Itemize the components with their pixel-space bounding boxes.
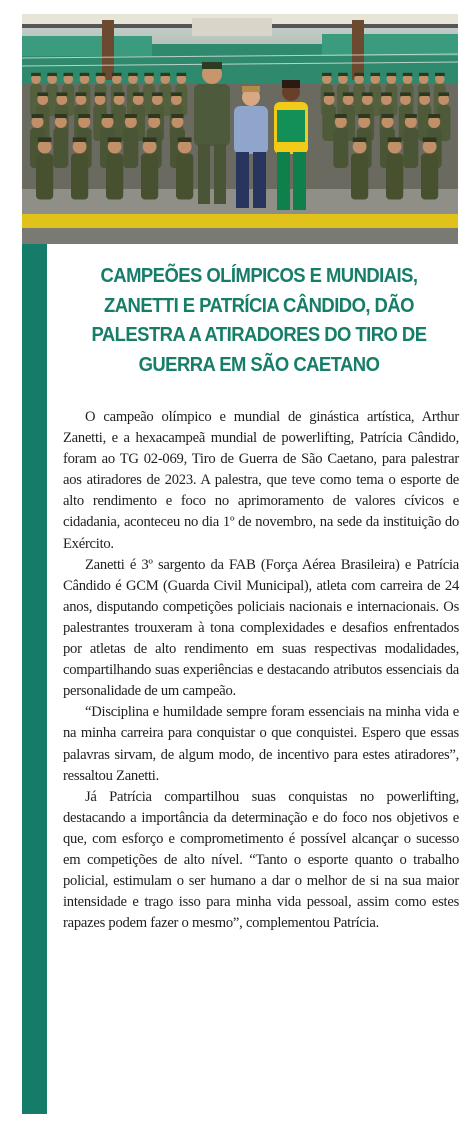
soldier-cap: [338, 73, 348, 76]
accent-bar: [22, 244, 47, 1114]
article-paragraph: O campeão olímpico e mundial de ginástica artística, Arthur Zanetti, e a hexacampeã mundial de powerlifting, Patrícia Cândido, foram ao TG 02-069, Tiro de Guerra de São Caetano, para palestrar aos atiradores de 2023. A palestra, que teve como tema o esporte de alto rendimento e foco no aprimoramento de valores cívicos e cidadania, aconteceu no dia 1º de novembro, na sede da instituição do Exército.: [63, 409, 459, 552]
soldier-cap: [370, 73, 380, 76]
soldier-cap: [387, 73, 397, 76]
soldier-cap: [78, 114, 90, 118]
article-paragraph: Zanetti é 3º sargento da FAB (Força Aérea Brasileira) e Patrícia Cândido é GCM (Guarda Civil Municipal), atleta com carreira de 24 anos, disputando competições policiais nacionais e internacionais. Os palestrantes trouxeram à tona complexidades e desafios enfrentados por atletas de alto rendimento em suas respectivas modalidades, compartilhando suas experiências e destacando atributos essenciais da personalidade de um campeão.: [63, 556, 459, 700]
group-photo: [22, 14, 458, 244]
soldier-cap: [403, 73, 413, 76]
soldier-cap: [160, 73, 170, 76]
soldier-cap: [358, 114, 370, 118]
soldier-cap: [322, 73, 332, 76]
soldier-figure: [403, 128, 418, 168]
soldier-cap: [64, 73, 74, 76]
soldier-cap: [37, 92, 48, 96]
soldier-cap: [381, 92, 392, 96]
soldier-cap: [343, 92, 354, 96]
soldier-cap: [388, 137, 402, 142]
soldier-figure: [123, 128, 138, 168]
article-body: [63, 407, 459, 934]
soldier-cap: [73, 137, 87, 142]
soldier-figure: [36, 154, 53, 200]
soldier-cap: [148, 114, 160, 118]
soldier-cap: [31, 73, 41, 76]
soldier-cap: [114, 92, 125, 96]
soldier-cap: [133, 92, 144, 96]
athletes-figures: [194, 62, 308, 210]
soldier-cap: [400, 92, 411, 96]
article-paragraph: Já Patrícia compartilhou suas conquistas no powerlifting, destacando a importância da determinação e do foco nos objetivos e que, com esforço e comprometimento é possível alcançar o sucesso em competições de alto nível. “Tanto o esporte quanto o trabalho policial, estimulam o ser humano a dar o melhor de si na sua maior intensidade e trago isso para minha vida pessoal, assim como estes rapazes podem fazer o mesmo”, complementou Patrícia.: [63, 788, 459, 932]
soldier-cap: [112, 73, 122, 76]
soldier-cap: [102, 114, 114, 118]
soldier-cap: [428, 114, 440, 118]
soldier-figure: [421, 154, 438, 200]
soldier-cap: [143, 137, 157, 142]
soldier-cap: [108, 137, 122, 142]
soldier-cap: [76, 92, 87, 96]
soldier-cap: [419, 73, 429, 76]
soldier-figure: [71, 154, 88, 200]
soldier-cap: [56, 92, 67, 96]
soldier-cap: [32, 114, 44, 118]
soldier-cap: [152, 92, 163, 96]
soldier-figure: [333, 128, 348, 168]
soldier-cap: [405, 114, 417, 118]
soldier-cap: [125, 114, 137, 118]
soldier-cap: [382, 114, 394, 118]
soldier-cap: [324, 92, 335, 96]
soldier-cap: [96, 73, 106, 76]
soldier-cap: [335, 114, 347, 118]
soldier-cap: [354, 73, 364, 76]
soldier-cap: [177, 73, 187, 76]
soldier-cap: [55, 114, 67, 118]
soldier-cap: [362, 92, 373, 96]
soldier-figure: [106, 154, 123, 200]
soldier-cap: [171, 92, 182, 96]
soldier-cap: [47, 73, 57, 76]
soldier-cap: [419, 92, 430, 96]
soldier-cap: [80, 73, 90, 76]
group-photo-image: [22, 14, 458, 244]
soldier-figure: [176, 154, 193, 200]
soldier-cap: [95, 92, 106, 96]
soldier-cap: [423, 137, 437, 142]
article-paragraph: “Disciplina e humildade sempre foram essenciais na minha vida e na minha carreira para conquistar o que conquistei. Espero que essas palavras sirvam, de algum modo, de incentivo para estes atiradores”, ressaltou Zanetti.: [63, 704, 459, 784]
soldier-figure: [53, 128, 68, 168]
soldier-cap: [353, 137, 367, 142]
soldier-cap: [144, 73, 154, 76]
soldier-cap: [38, 137, 52, 142]
soldier-cap: [435, 73, 445, 76]
soldier-figure: [386, 154, 403, 200]
soldier-cap: [172, 114, 184, 118]
soldier-figure: [351, 154, 368, 200]
soldier-cap: [178, 137, 192, 142]
soldier-figure: [141, 154, 158, 200]
soldier-cap: [128, 73, 138, 76]
article-headline: CAMPEÕES OLÍMPICOS E MUNDIAIS, ZANETTI E PATRÍCIA CÂNDIDO, DÃO PALESTRA A ATIRADORES DO TIRO DE GUERRA EM SÃO CAETANO: [91, 264, 427, 376]
soldier-cap: [438, 92, 449, 96]
